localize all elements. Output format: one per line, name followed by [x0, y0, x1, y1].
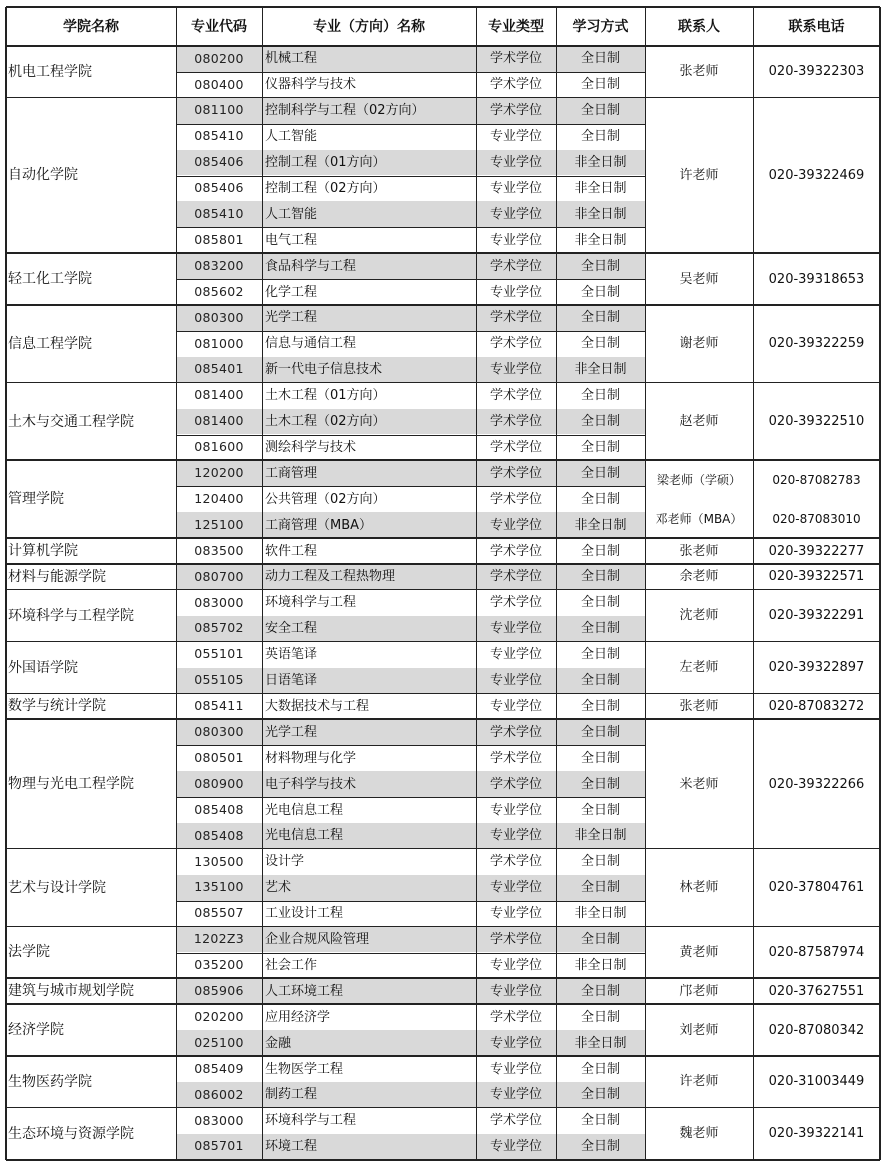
major-code: 085401	[176, 357, 262, 383]
study-mode: 全日制	[556, 564, 645, 590]
degree-type: 学术学位	[489, 77, 542, 93]
contact-phone: 020-39318653	[768, 271, 865, 287]
study-mode: 全日制	[580, 1113, 620, 1129]
study-mode: 全日制	[556, 46, 645, 72]
header-college: 学院名称	[6, 7, 176, 46]
group-divider	[6, 97, 880, 99]
major-code: 035200	[194, 957, 244, 973]
major-name: 土木工程（02方向）	[262, 409, 476, 435]
study-mode: 全日制	[556, 978, 645, 1004]
major-name: 光电信息工程	[262, 823, 476, 849]
contact-phone: 020-39322291	[768, 608, 865, 624]
contact-person: 邝老师	[679, 983, 719, 999]
study-mode: 全日制	[580, 854, 620, 870]
study-mode: 全日制	[580, 595, 620, 611]
contact-person-line: 梁老师（学硕）	[656, 472, 741, 487]
degree-type: 学术学位	[476, 460, 556, 486]
contact-phone-line: 020-87083010	[772, 511, 861, 526]
column-border	[556, 7, 557, 1160]
major-code: 085408	[194, 801, 244, 817]
major-name: 安全工程	[262, 616, 476, 642]
study-mode: 非全日制	[556, 150, 645, 176]
contact-person: 赵老师	[679, 414, 719, 430]
study-mode: 全日制	[556, 875, 645, 901]
major-name: 艺术	[262, 875, 476, 901]
college-name: 轻工化工学院	[8, 271, 92, 288]
degree-type: 学术学位	[489, 543, 542, 559]
major-name: 光电信息工程	[265, 802, 344, 818]
degree-type: 专业学位	[489, 698, 542, 714]
contact-person: 许老师	[679, 167, 719, 183]
college-name: 生态环境与资源学院	[8, 1125, 134, 1142]
contact-phone: 020-39322469	[768, 167, 865, 183]
group-divider	[6, 848, 880, 850]
degree-type: 专业学位	[476, 823, 556, 849]
degree-type: 专业学位	[476, 616, 556, 642]
major-code: 081100	[176, 98, 262, 124]
college-name: 机电工程学院	[8, 63, 92, 80]
group-divider	[6, 1003, 880, 1005]
major-name: 电气工程	[265, 232, 318, 248]
major-name: 环境工程	[262, 1134, 476, 1160]
degree-type: 学术学位	[489, 491, 542, 507]
major-code: 085602	[194, 283, 244, 299]
column-border	[879, 7, 881, 1160]
study-mode: 全日制	[580, 129, 620, 145]
major-code: 085406	[194, 180, 244, 196]
college-name: 生物医药学院	[8, 1073, 92, 1090]
major-name: 公共管理（02方向）	[265, 491, 386, 507]
major-name: 工业设计工程	[265, 906, 344, 922]
major-name: 化学工程	[265, 284, 318, 300]
contact-person: 魏老师	[679, 1126, 719, 1142]
major-code: 085408	[176, 823, 262, 849]
degree-type: 学术学位	[476, 719, 556, 745]
degree-type: 学术学位	[476, 564, 556, 590]
college-name: 材料与能源学院	[8, 568, 106, 585]
study-mode: 全日制	[580, 1061, 620, 1077]
study-mode: 全日制	[580, 388, 620, 404]
contact-person: 林老师	[679, 880, 719, 896]
contact-phone: 020-39322141	[768, 1126, 865, 1142]
study-mode: 全日制	[580, 491, 620, 507]
contact-phone: 020-87080342	[768, 1022, 865, 1038]
header-mode: 学习方式	[556, 7, 645, 46]
major-name: 材料物理与化学	[265, 750, 357, 766]
major-code: 020200	[194, 1008, 244, 1024]
contact-phone: 020-31003449	[768, 1074, 865, 1090]
degree-type: 学术学位	[489, 854, 542, 870]
degree-type: 专业学位	[476, 357, 556, 383]
major-name: 生物医学工程	[265, 1061, 344, 1077]
degree-type: 学术学位	[476, 409, 556, 435]
contact-phone: 020-87587974	[768, 944, 865, 960]
table-top-border	[6, 6, 880, 8]
college-name: 数学与统计学院	[8, 698, 106, 715]
college-name: 自动化学院	[8, 167, 78, 184]
major-code: 080900	[176, 771, 262, 797]
study-mode: 全日制	[580, 543, 620, 559]
major-name: 制药工程	[262, 1082, 476, 1108]
study-mode: 全日制	[556, 409, 645, 435]
group-divider	[6, 926, 880, 928]
contact-phone: 020-37804761	[768, 880, 865, 896]
contact-person-line: 邓老师（MBA）	[655, 511, 743, 526]
major-code: 083200	[176, 253, 262, 279]
study-mode: 全日制	[556, 616, 645, 642]
study-mode: 全日制	[556, 719, 645, 745]
major-name: 信息与通信工程	[265, 336, 357, 352]
college-name: 法学院	[8, 944, 50, 961]
contact-phone: 020-39322303	[768, 64, 865, 80]
major-code: 083500	[194, 542, 244, 558]
degree-type: 专业学位	[476, 875, 556, 901]
study-mode: 非全日制	[574, 232, 627, 248]
study-mode: 非全日制	[556, 1030, 645, 1056]
header-phone: 联系电话	[753, 7, 880, 46]
college-name: 计算机学院	[8, 543, 78, 560]
contact-phone-line: 020-87082783	[772, 472, 861, 487]
degree-type: 专业学位	[489, 802, 542, 818]
major-code: 085906	[176, 978, 262, 1004]
contact-person: 吴老师	[679, 271, 719, 287]
study-mode: 全日制	[580, 802, 620, 818]
major-code: 080300	[176, 719, 262, 745]
group-divider	[6, 252, 880, 254]
contact-phone: 020-39322277	[768, 543, 865, 559]
degree-type: 学术学位	[489, 1009, 542, 1025]
major-code: 130500	[194, 853, 244, 869]
group-divider	[6, 459, 880, 461]
major-name: 控制工程（02方向）	[265, 180, 386, 196]
major-code: 081400	[176, 409, 262, 435]
college-name: 环境科学与工程学院	[8, 607, 134, 624]
study-mode: 全日制	[580, 698, 620, 714]
contact-person	[645, 460, 753, 538]
study-mode: 全日制	[556, 253, 645, 279]
major-name: 食品科学与工程	[262, 253, 476, 279]
major-code: 085702	[176, 616, 262, 642]
major-code: 120200	[176, 460, 262, 486]
major-name: 动力工程及工程热物理	[262, 564, 476, 590]
header-bottom-border	[6, 45, 880, 47]
group-divider	[6, 977, 880, 979]
major-code: 083000	[194, 594, 244, 610]
major-name: 大数据技术与工程	[265, 698, 370, 714]
degree-type: 专业学位	[489, 906, 542, 922]
column-border	[753, 7, 754, 1160]
group-divider	[6, 1107, 880, 1109]
degree-type: 学术学位	[476, 253, 556, 279]
study-mode: 全日制	[580, 284, 620, 300]
college-name: 土木与交通工程学院	[8, 413, 134, 430]
major-code: 085410	[176, 201, 262, 227]
major-code: 055101	[194, 646, 244, 662]
major-name: 金融	[262, 1030, 476, 1056]
column-border	[176, 7, 177, 1160]
major-code: 085507	[194, 905, 244, 921]
major-code: 085406	[176, 150, 262, 176]
degree-type: 学术学位	[489, 1113, 542, 1129]
major-name: 电子科学与技术	[262, 771, 476, 797]
degree-type: 学术学位	[476, 771, 556, 797]
major-code: 085411	[194, 698, 244, 714]
degree-type: 学术学位	[476, 305, 556, 331]
degree-type: 学术学位	[489, 595, 542, 611]
study-mode: 非全日制	[556, 823, 645, 849]
major-name: 机械工程	[262, 46, 476, 72]
major-code: 055105	[176, 668, 262, 694]
major-code: 125100	[176, 512, 262, 538]
major-name: 企业合规风险管理	[262, 927, 476, 953]
major-name: 控制工程（01方向）	[262, 150, 476, 176]
major-name: 工商管理（MBA）	[262, 512, 476, 538]
study-mode: 全日制	[580, 336, 620, 352]
degree-type: 专业学位	[476, 1030, 556, 1056]
major-code: 081600	[194, 439, 244, 455]
major-name: 光学工程	[262, 305, 476, 331]
college-name: 物理与光电工程学院	[8, 776, 134, 793]
contact-person: 谢老师	[679, 336, 719, 352]
college-name: 经济学院	[8, 1022, 64, 1039]
study-mode: 非全日制	[574, 957, 627, 973]
major-code: 085410	[194, 128, 244, 144]
study-mode: 全日制	[556, 927, 645, 953]
degree-type: 专业学位	[476, 512, 556, 538]
major-code: 085801	[194, 231, 244, 247]
major-code: 080300	[176, 305, 262, 331]
degree-type: 专业学位	[489, 957, 542, 973]
contact-phone: 020-39322571	[768, 569, 865, 585]
college-name: 艺术与设计学院	[8, 879, 106, 896]
contact-person: 张老师	[679, 698, 719, 714]
study-mode: 全日制	[580, 647, 620, 663]
degree-type: 专业学位	[489, 180, 542, 196]
degree-type: 学术学位	[489, 388, 542, 404]
study-mode: 非全日制	[556, 357, 645, 383]
degree-type: 专业学位	[476, 1134, 556, 1160]
major-code: 080400	[194, 76, 244, 92]
group-divider	[6, 537, 880, 539]
major-name: 控制科学与工程（02方向）	[262, 98, 476, 124]
degree-type: 专业学位	[476, 1082, 556, 1108]
study-mode: 全日制	[556, 460, 645, 486]
contact-person: 许老师	[679, 1074, 719, 1090]
group-divider	[6, 563, 880, 565]
column-border	[645, 7, 646, 1160]
major-name: 设计学	[265, 854, 305, 870]
contact-phone: 020-39322259	[768, 336, 865, 352]
major-code: 085701	[176, 1134, 262, 1160]
major-name: 社会工作	[265, 957, 318, 973]
major-name: 应用经济学	[265, 1009, 331, 1025]
contact-phone	[753, 460, 880, 538]
major-code: 080200	[176, 46, 262, 72]
group-divider	[6, 382, 880, 384]
study-mode: 非全日制	[574, 906, 627, 922]
major-name: 环境科学与工程	[265, 595, 357, 611]
major-code: 081400	[194, 387, 244, 403]
group-divider	[6, 718, 880, 720]
degree-type: 学术学位	[476, 46, 556, 72]
degree-type: 专业学位	[489, 284, 542, 300]
group-divider	[6, 304, 880, 306]
major-name: 日语笔译	[262, 668, 476, 694]
degree-type: 专业学位	[476, 201, 556, 227]
contact-person: 黄老师	[679, 944, 719, 960]
study-mode: 全日制	[556, 1082, 645, 1108]
group-divider	[6, 1159, 880, 1161]
group-divider	[6, 1055, 880, 1057]
college-name: 外国语学院	[8, 659, 78, 676]
degree-type: 专业学位	[489, 129, 542, 145]
study-mode: 全日制	[556, 1134, 645, 1160]
study-mode: 非全日制	[556, 512, 645, 538]
contact-phone: 020-39322897	[768, 660, 865, 676]
major-name: 工商管理	[262, 460, 476, 486]
major-name: 土木工程（01方向）	[265, 388, 386, 404]
contact-person: 张老师	[679, 543, 719, 559]
major-name: 英语笔译	[265, 647, 318, 663]
major-code: 081000	[194, 335, 244, 351]
degree-type: 专业学位	[489, 232, 542, 248]
study-mode: 全日制	[580, 77, 620, 93]
degree-type: 专业学位	[489, 1061, 542, 1077]
contact-phone: 020-37627551	[768, 983, 865, 999]
contact-person: 左老师	[679, 660, 719, 676]
contact-phone: 020-39322510	[768, 414, 865, 430]
major-name: 软件工程	[265, 543, 318, 559]
major-code: 080501	[194, 749, 244, 765]
contact-person: 米老师	[679, 776, 719, 792]
header-type: 专业类型	[476, 7, 556, 46]
column-border	[262, 7, 263, 1160]
contact-phone: 020-39322266	[768, 776, 865, 792]
college-name: 管理学院	[8, 491, 64, 508]
header-contact: 联系人	[645, 7, 753, 46]
major-code: 086002	[176, 1082, 262, 1108]
group-divider	[6, 589, 880, 591]
degree-type: 学术学位	[476, 927, 556, 953]
major-code: 025100	[176, 1030, 262, 1056]
column-border	[476, 7, 477, 1160]
major-code: 085409	[194, 1060, 244, 1076]
degree-type: 学术学位	[489, 439, 542, 455]
contact-person: 刘老师	[679, 1022, 719, 1038]
group-divider	[6, 693, 880, 695]
major-name: 仪器科学与技术	[265, 77, 357, 93]
group-divider	[6, 641, 880, 643]
major-code: 080700	[176, 564, 262, 590]
study-mode: 全日制	[580, 1009, 620, 1025]
major-code: 120400	[194, 490, 244, 506]
study-mode: 全日制	[556, 305, 645, 331]
degree-type: 专业学位	[489, 647, 542, 663]
header-code: 专业代码	[176, 7, 262, 46]
degree-type: 专业学位	[476, 150, 556, 176]
major-name: 环境科学与工程	[265, 1113, 357, 1129]
column-border	[5, 7, 7, 1160]
study-mode: 全日制	[556, 98, 645, 124]
header-major: 专业（方向）名称	[262, 7, 476, 46]
study-mode: 全日制	[580, 439, 620, 455]
major-name: 新一代电子信息技术	[262, 357, 476, 383]
major-code: 1202Z3	[176, 927, 262, 953]
study-mode: 全日制	[580, 750, 620, 766]
study-mode: 非全日制	[556, 201, 645, 227]
study-mode: 全日制	[556, 668, 645, 694]
degree-type: 学术学位	[489, 750, 542, 766]
degree-type: 学术学位	[489, 336, 542, 352]
study-mode: 全日制	[556, 771, 645, 797]
contact-person: 张老师	[679, 64, 719, 80]
major-name: 测绘科学与技术	[265, 439, 357, 455]
contact-phone: 020-87083272	[768, 698, 865, 714]
degree-type: 学术学位	[476, 98, 556, 124]
major-name: 人工智能	[265, 129, 318, 145]
contact-person: 余老师	[679, 569, 719, 585]
major-name: 人工智能	[262, 201, 476, 227]
degree-type: 专业学位	[476, 978, 556, 1004]
degree-type: 专业学位	[476, 668, 556, 694]
major-name: 光学工程	[262, 719, 476, 745]
major-code: 135100	[176, 875, 262, 901]
college-name: 信息工程学院	[8, 335, 92, 352]
contact-person: 沈老师	[679, 608, 719, 624]
major-name: 人工环境工程	[262, 978, 476, 1004]
study-mode: 非全日制	[574, 180, 627, 196]
college-name: 建筑与城市规划学院	[8, 983, 134, 1000]
major-code: 083000	[194, 1112, 244, 1128]
